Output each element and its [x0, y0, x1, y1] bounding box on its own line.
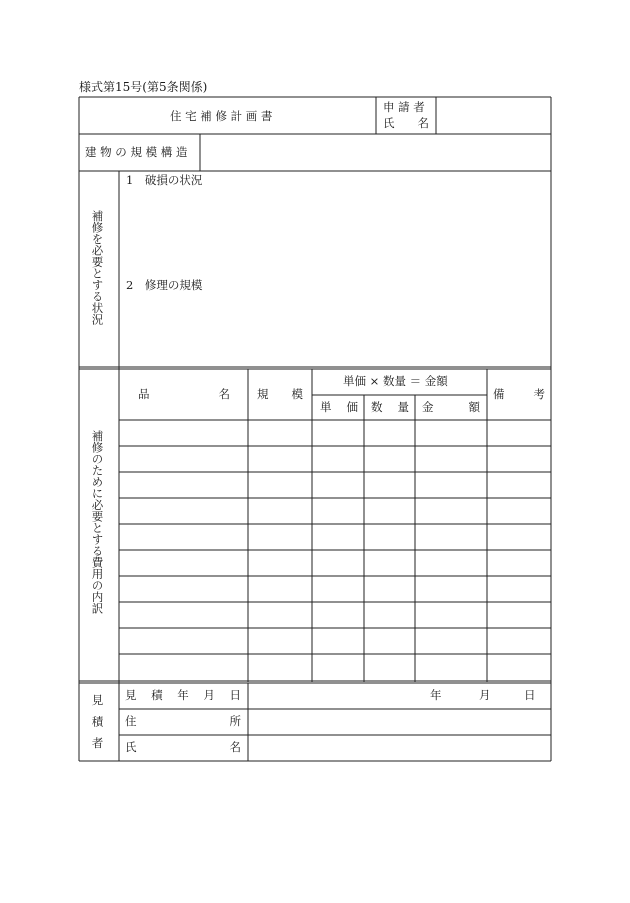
estimate-month-unit: 月 — [479, 688, 491, 702]
applicant-label-line1: 申 請 者 — [383, 100, 425, 114]
building-scale-field[interactable] — [201, 135, 550, 170]
cost-table-cell[interactable] — [313, 447, 363, 471]
estimator-name-label — [125, 742, 241, 754]
col-header-item-name-char: 名 — [218, 387, 230, 401]
estimate-date-label-char: 年 — [177, 688, 189, 702]
col-header-item-name-char: 品 — [138, 387, 150, 401]
cost-table-cell[interactable] — [313, 577, 363, 601]
col-header-amount-char: 額 — [468, 400, 480, 414]
cost-table-cell[interactable] — [313, 499, 363, 523]
estimate-date-label-char: 月 — [203, 688, 215, 702]
cost-table-cell[interactable] — [365, 655, 414, 679]
estimate-date-label — [125, 690, 241, 702]
estimator-section-label: 見積者 — [90, 694, 105, 759]
cost-table-cell[interactable] — [313, 421, 363, 445]
cost-table-cell[interactable] — [416, 447, 486, 471]
cost-table-cell[interactable] — [365, 421, 414, 445]
cost-table-cell[interactable] — [416, 655, 486, 679]
cost-table-cell[interactable] — [120, 421, 247, 445]
cost-table-cell[interactable] — [416, 551, 486, 575]
cost-table-cell[interactable] — [416, 499, 486, 523]
cost-table-cell[interactable] — [488, 577, 550, 601]
col-header-quantity-char: 量 — [397, 400, 409, 414]
cost-table-cell[interactable] — [313, 655, 363, 679]
estimate-date-label-char: 日 — [229, 688, 241, 702]
cost-table-cell[interactable] — [249, 447, 311, 471]
cost-table-cell[interactable] — [488, 447, 550, 471]
building-scale-label: 建 物 の 規 模 構 造 — [85, 145, 188, 159]
cost-table-cell[interactable] — [120, 655, 247, 679]
estimate-date-label-char: 見 — [125, 688, 137, 702]
applicant-label-line2: 氏 名 — [383, 116, 429, 130]
cost-table-cell[interactable] — [313, 473, 363, 497]
cost-table-cell[interactable] — [249, 629, 311, 653]
estimate-date-label-char: 積 — [151, 688, 163, 702]
col-header-formula: 単価 × 数量 ＝ 金額 — [343, 374, 448, 388]
cost-table-cell[interactable] — [249, 655, 311, 679]
col-header-scale-char: 模 — [291, 387, 303, 401]
cost-table-cell[interactable] — [313, 629, 363, 653]
applicant-name-field[interactable] — [437, 98, 550, 133]
form-number: 様式第15号(第5条関係) — [79, 80, 208, 94]
estimator-name-label-char: 名 — [229, 740, 241, 754]
cost-table-cell[interactable] — [249, 551, 311, 575]
cost-table-cell[interactable] — [416, 629, 486, 653]
cost-table-cell[interactable] — [488, 655, 550, 679]
col-header-unit-price-char: 単 — [320, 400, 332, 414]
cost-table-cell[interactable] — [249, 473, 311, 497]
col-header-scale — [257, 389, 303, 401]
cost-table-cell[interactable] — [249, 525, 311, 549]
col-header-quantity-char: 数 — [371, 400, 383, 414]
cost-section-label: 補修のために必要とする費用の内訳 — [90, 430, 105, 614]
cost-table-cell[interactable] — [365, 629, 414, 653]
cost-table-cell[interactable] — [120, 629, 247, 653]
cost-table-cell[interactable] — [488, 499, 550, 523]
cost-table-cell[interactable] — [488, 551, 550, 575]
cost-table-cell[interactable] — [488, 603, 550, 627]
cost-table-cell[interactable] — [365, 603, 414, 627]
cost-table-cell[interactable] — [120, 473, 247, 497]
col-header-amount-char: 金 — [422, 400, 434, 414]
cost-table-cell[interactable] — [416, 473, 486, 497]
cost-table-cell[interactable] — [313, 603, 363, 627]
cost-table-cell[interactable] — [488, 473, 550, 497]
cost-table-cell[interactable] — [416, 421, 486, 445]
col-header-item-name — [138, 389, 230, 401]
cost-table-cell[interactable] — [365, 525, 414, 549]
cost-table-cell[interactable] — [120, 551, 247, 575]
cost-table-cell[interactable] — [416, 525, 486, 549]
cost-table-cell[interactable] — [120, 603, 247, 627]
col-header-scale-char: 規 — [257, 387, 269, 401]
estimator-name-field[interactable] — [249, 736, 550, 760]
cost-table-cell[interactable] — [365, 551, 414, 575]
col-header-unit-price-char: 価 — [346, 400, 358, 414]
cost-table-cell[interactable] — [416, 603, 486, 627]
cost-table-cell[interactable] — [365, 577, 414, 601]
col-header-amount — [422, 402, 480, 414]
cost-table-cell[interactable] — [120, 499, 247, 523]
cost-table-cell[interactable] — [120, 525, 247, 549]
cost-table-cell[interactable] — [313, 551, 363, 575]
estimator-address-label-char: 所 — [229, 714, 241, 728]
cost-table-cell[interactable] — [249, 499, 311, 523]
estimator-address-field[interactable] — [249, 710, 550, 734]
cost-table-cell[interactable] — [249, 421, 311, 445]
estimator-address-label-char: 住 — [125, 714, 137, 728]
col-header-notes-char: 考 — [533, 387, 545, 401]
cost-table-cell[interactable] — [488, 629, 550, 653]
cost-table-cell[interactable] — [249, 577, 311, 601]
cost-table-cell[interactable] — [488, 525, 550, 549]
cost-table-cell[interactable] — [120, 577, 247, 601]
repair-scale-label: 2 修理の規模 — [126, 278, 203, 292]
estimator-address-label — [125, 716, 241, 728]
col-header-unit-price — [320, 402, 358, 414]
col-header-notes-char: 備 — [493, 387, 505, 401]
col-header-quantity — [371, 402, 409, 414]
col-header-notes — [493, 389, 545, 401]
cost-table-cell[interactable] — [120, 447, 247, 471]
necessity-section-label: 補修を必要とする状況 — [90, 210, 105, 325]
damage-status-label: 1 破損の状況 — [126, 173, 203, 187]
cost-table-cell[interactable] — [365, 447, 414, 471]
form-title: 住 宅 補 修 計 画 書 — [170, 109, 273, 123]
estimator-name-label-char: 氏 — [125, 740, 137, 754]
cost-table-cell[interactable] — [365, 473, 414, 497]
estimate-year-unit: 年 — [430, 688, 442, 702]
cost-table-cell[interactable] — [365, 499, 414, 523]
cost-table-cell[interactable] — [488, 421, 550, 445]
cost-table-cell[interactable] — [313, 525, 363, 549]
estimate-day-unit: 日 — [524, 688, 536, 702]
cost-table-cell[interactable] — [416, 577, 486, 601]
cost-table-cell[interactable] — [249, 603, 311, 627]
